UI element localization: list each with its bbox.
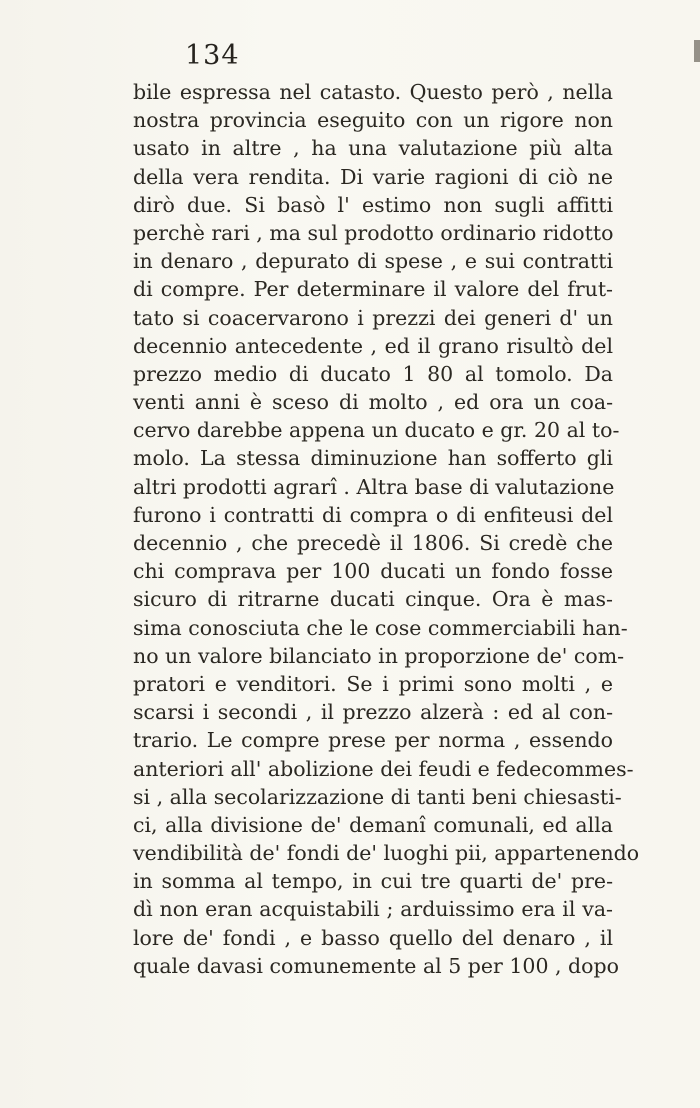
body-text — [133, 78, 640, 980]
text-line: vendibilità de' fondi de' luoghi pii, appartenendo — [133, 841, 640, 866]
text-line: della vera rendita. Di varie ragioni di ciò ne — [133, 164, 613, 189]
text-line: cervo darebbe appena un ducato e gr. 20 al to- — [133, 418, 620, 443]
text-line: no un valore bilanciato in proporzione de' com- — [133, 643, 625, 668]
text-line: si , alla secolarizzazione di tanti beni chiesasti- — [133, 784, 622, 809]
text-line: dì non eran acquistabili ; arduissimo era il va- — [133, 897, 613, 922]
text-line: ci, alla divisione de' demanî comunali, ed alla — [133, 812, 613, 837]
text-line: scarsi i secondi , il prezzo alzerà : ed al con- — [133, 700, 613, 725]
text-line: chi comprava per 100 ducati un fondo fosse — [133, 559, 613, 584]
text-line: anteriori all' abolizione dei feudi e fedecommes- — [133, 756, 634, 781]
text-line: venti anni è sceso di molto , ed ora un coa- — [133, 390, 613, 415]
text-line: decennio antecedente , ed il grano risultò del — [133, 333, 613, 358]
text-line: furono i contratti di compra o di enfiteusi del — [133, 502, 613, 527]
text-line: quale davasi comunemente al 5 per 100 , dopo — [133, 953, 619, 978]
text-line: in somma al tempo, in cui tre quarti de' pre- — [133, 869, 613, 894]
text-line: lore de' fondi , e basso quello del denaro , il — [133, 925, 613, 950]
page-edge-mark — [694, 40, 700, 62]
page-number: 134 — [185, 40, 240, 71]
text-line: perchè rari , ma sul prodotto ordinario ridotto — [133, 220, 614, 245]
text-line: dirò due. Si basò l' estimo non sugli affitti — [133, 192, 613, 217]
text-line: decennio , che precedè il 1806. Si credè che — [133, 531, 613, 555]
text-line: altri prodotti agrarî . Altra base di valutazione — [133, 474, 615, 499]
text-line: molo. La stessa diminuzione han sofferto gli — [133, 446, 613, 471]
text-line: tato si coacervarono i prezzi dei generi d' un — [133, 305, 613, 330]
text-line: usato in altre , ha una valutazione più alta — [133, 136, 613, 161]
text-line: pratori e venditori. Se i primi sono molti , e — [133, 671, 613, 696]
text-line: in denaro , depurato di spese , e sui contratti — [133, 249, 613, 274]
text-line: prezzo medio di ducato 1 80 al tomolo. Da — [133, 361, 613, 386]
text-line: sima conosciuta che le cose commerciabili han- — [133, 615, 628, 640]
text-line: di compre. Per determinare il valore del frut- — [133, 277, 613, 302]
text-line: nostra provincia eseguito con un rigore non — [133, 108, 613, 133]
text-line: trario. Le compre prese per norma , essendo — [133, 728, 613, 753]
text-line: sicuro di ritrarne ducati cinque. Ora è mas- — [133, 587, 613, 612]
text-line: bile espressa nel catasto. Questo però , nella — [133, 80, 613, 104]
